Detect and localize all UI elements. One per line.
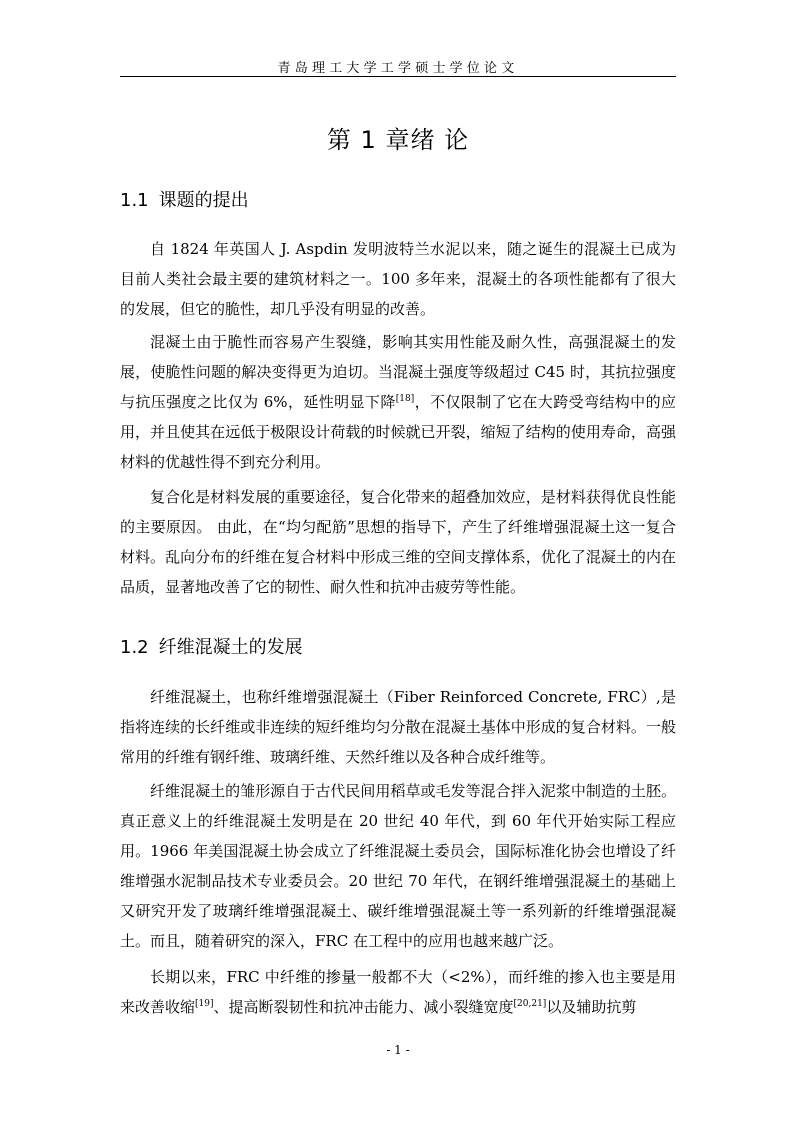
citation: [20,21] bbox=[513, 999, 547, 1009]
paragraph bbox=[120, 962, 676, 1022]
section-number: 1.2 bbox=[120, 637, 149, 658]
page-number: - 1 - bbox=[386, 1043, 410, 1057]
header-divider bbox=[120, 76, 676, 77]
paragraph-text: 混凝土由于脆性而容易产生裂缝，影响其实用性能及耐久性，高强混凝土的发展，使脆性问题的解决变得更为迫切。当混凝土强度等级超过 C45 时，其抗拉强度与抗压强度之比仅为 6%，延性明显下降 bbox=[120, 333, 676, 411]
chapter-title: 第 1 章绪 论 bbox=[326, 126, 470, 154]
running-header: 青岛理工大学工学硕士学位论文 bbox=[277, 61, 519, 76]
section-heading-1-2 bbox=[120, 633, 303, 659]
paragraph: 自 1824 年英国人 J. Aspdin 发明波特兰水泥以来，随之诞生的混凝土已成为目前人类社会最主要的建筑材料之一。100 多年来，混凝土的各项性能都有了很大的发展，但它的脆性，却几乎没有明显的改善。 bbox=[120, 240, 676, 318]
section-heading-1-1 bbox=[120, 186, 249, 212]
paragraph: 纤维混凝土的雏形源自于古代民间用稻草或毛发等混合拌入泥浆中制造的土胚。真正意义上的纤维混凝土发明是在 20 世纪 40 年代，到 60 年代开始实际工程应用。1966 年美国混凝土协会成立了纤维混凝土委员会，国际标准化协会也增设了纤维增强水泥制品技术专业委员会。20 世纪 70 年代，在钢纤维增强混凝土的基础上又研究开发了玻璃纤维增强混凝土、碳纤维增强混凝土等一系列新的纤维增强混凝土。而且，随着研究的深入，FRC 在工程中的应用也越来越广泛。 bbox=[120, 782, 676, 950]
section-title-text: 课题的提出 bbox=[158, 190, 249, 211]
paragraph: 复合化是材料发展的重要途径，复合化带来的超叠加效应，是材料获得优良性能的主要原因。 由此，在“均匀配筋”思想的指导下，产生了纤维增强混凝土这一复合材料。乱向分布的纤维在复合材料中形成三维的空间支撑体系，优化了混凝土的内在品质，显著地改善了它的韧性、耐久性和抗冲击疲劳等性能。 bbox=[120, 488, 676, 596]
paragraph-text: 、提高断裂韧性和抗冲击能力、减小裂缝宽度 bbox=[213, 998, 514, 1016]
paragraph bbox=[120, 327, 676, 477]
section-title-text: 纤维混凝土的发展 bbox=[158, 637, 303, 658]
paragraph-text: 长期以来，FRC 中纤维的掺量一般都不大（<2%），而纤维的掺入也主要是用来改善收缩 bbox=[120, 968, 676, 1016]
paragraph-text: 以及辅助抗剪 bbox=[546, 998, 637, 1016]
paragraph-text: ，不仅限制了它在大跨受弯结构中的应用，并且使其在远低于极限设计荷载的时候就已开裂，缩短了结构的使用寿命，高强材料的优越性得不到充分利用。 bbox=[120, 393, 676, 471]
citation: [18] bbox=[395, 394, 415, 404]
paragraph: 纤维混凝土，也称纤维增强混凝土（Fiber Reinforced Concrete, FRC）,是指将连续的长纤维或非连续的短纤维均匀分散在混凝土基体中形成的复合材料。一般常用的纤维有钢纤维、玻璃纤维、天然纤维以及各种合成纤维等。 bbox=[120, 688, 676, 766]
citation: [19] bbox=[195, 999, 214, 1009]
section-number: 1.1 bbox=[120, 190, 149, 211]
